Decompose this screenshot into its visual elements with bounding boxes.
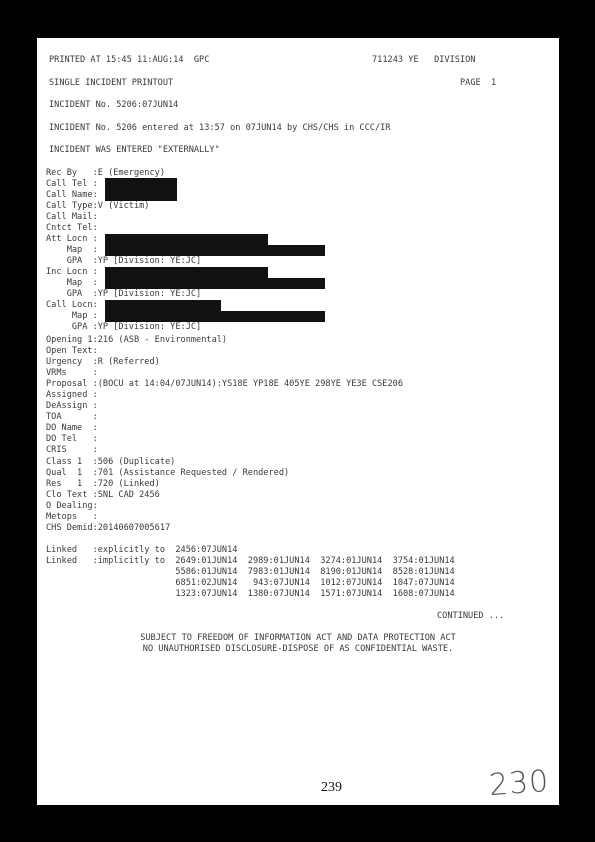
field-opening: Opening 1:216 (ASB - Environmental)	[46, 335, 228, 345]
incident-external: INCIDENT WAS ENTERED "EXTERNALLY"	[49, 145, 220, 155]
redaction-bar	[105, 189, 177, 201]
field-inc-locn: Inc Locn :	[46, 267, 98, 277]
field-call-name: Call Name:	[46, 190, 98, 200]
linked-implicit-row: Linked :implicitly to 2649:01JUN14 2989:01JUN14 3274:01JUN14 3754:01JUN14	[46, 556, 455, 566]
field-clo-text: Clo Text :SNL CAD 2456	[46, 490, 160, 500]
field-o-dealing: O Dealing:	[46, 501, 98, 511]
linked-implicit-row: 1323:07JUN14 1380:07JUN14 1571:07JUN14 1608:07JUN14	[46, 589, 455, 599]
field-deassign: DeAssign :	[46, 401, 98, 411]
printout-title: SINGLE INCIDENT PRINTOUT	[49, 78, 174, 88]
field-call-locn: Call Locn:	[46, 300, 98, 310]
field-open-text: Open Text:	[46, 346, 98, 356]
linked-explicit: Linked :explicitly to 2456:07JUN14	[46, 545, 238, 555]
page-label: PAGE 1	[460, 78, 497, 88]
handwritten-number: 230	[487, 763, 551, 804]
redaction-bar	[105, 278, 325, 289]
redaction-bar	[105, 234, 268, 245]
field-res-1: Res 1 :720 (Linked)	[46, 479, 160, 489]
redaction-bar	[105, 267, 268, 278]
page-number: 239	[321, 780, 342, 795]
field-inc-map: Map :	[46, 278, 98, 288]
linked-implicit-row: 6851:02JUN14 943:07JUN14 1012:07JUN14 1047:07JUN14	[46, 578, 455, 588]
field-assigned: Assigned :	[46, 390, 98, 400]
field-urgency: Urgency :R (Referred)	[46, 357, 160, 367]
field-chs-demid: CHS Demid:20140607005617	[46, 523, 171, 533]
linked-implicit-row: 5586:01JUN14 7983:01JUN14 8190:01JUN14 8528:01JUN14	[46, 567, 455, 577]
field-call-type: Call Type:V (Victim)	[46, 201, 150, 211]
field-call-gpa: GPA :YP [Division: YE:JC]	[46, 322, 202, 332]
redaction-bar	[105, 300, 221, 311]
field-proposal: Proposal :(BOCU at 14:04/07JUN14):YS18E YP18E 405YE 298YE YE3E CSE206	[46, 379, 403, 389]
field-do-tel: DO Tel :	[46, 434, 98, 444]
notice-line-2: NO UNAUTHORISED DISCLOSURE-DISPOSE OF AS CONFIDENTIAL WASTE.	[142, 644, 454, 654]
field-call-map: Map :	[46, 311, 98, 321]
redaction-bar	[105, 245, 325, 256]
incident-number: INCIDENT No. 5206:07JUN14	[49, 100, 179, 110]
field-vrms: VRMs :	[46, 368, 98, 378]
document-page	[37, 38, 559, 805]
field-cris: CRIS :	[46, 445, 98, 455]
field-toa: TOA :	[46, 412, 98, 422]
incident-entered: INCIDENT No. 5206 entered at 13:57 on 07JUN14 by CHS/CHS in CCC/IR	[49, 123, 391, 133]
field-inc-gpa: GPA :YP [Division: YE:JC]	[46, 289, 202, 299]
continued-label: CONTINUED ...	[437, 611, 505, 621]
field-rec-by: Rec By :E (Emergency)	[46, 168, 165, 178]
field-call-mail: Call Mail:	[46, 212, 98, 222]
field-metops: Metops :	[46, 512, 98, 522]
field-call-tel: Call Tel :	[46, 179, 98, 189]
field-att-map: Map :	[46, 245, 98, 255]
field-att-locn: Att Locn :	[46, 234, 98, 244]
field-att-gpa: GPA :YP [Division: YE:JC]	[46, 256, 202, 266]
division-ref: 711243 YE DIVISION	[372, 55, 476, 65]
notice-line-1: SUBJECT TO FREEDOM OF INFORMATION ACT AND DATA PROTECTION ACT	[140, 633, 456, 643]
field-qual-1: Qual 1 :701 (Assistance Requested / Rendered)	[46, 468, 290, 478]
field-cntct-tel: Cntct Tel:	[46, 223, 98, 233]
redaction-bar	[105, 311, 325, 322]
field-class-1: Class 1 :506 (Duplicate)	[46, 457, 176, 467]
printed-at: PRINTED AT 15:45 11:AUG:14 GPC	[49, 55, 210, 65]
field-do-name: DO Name :	[46, 423, 98, 433]
